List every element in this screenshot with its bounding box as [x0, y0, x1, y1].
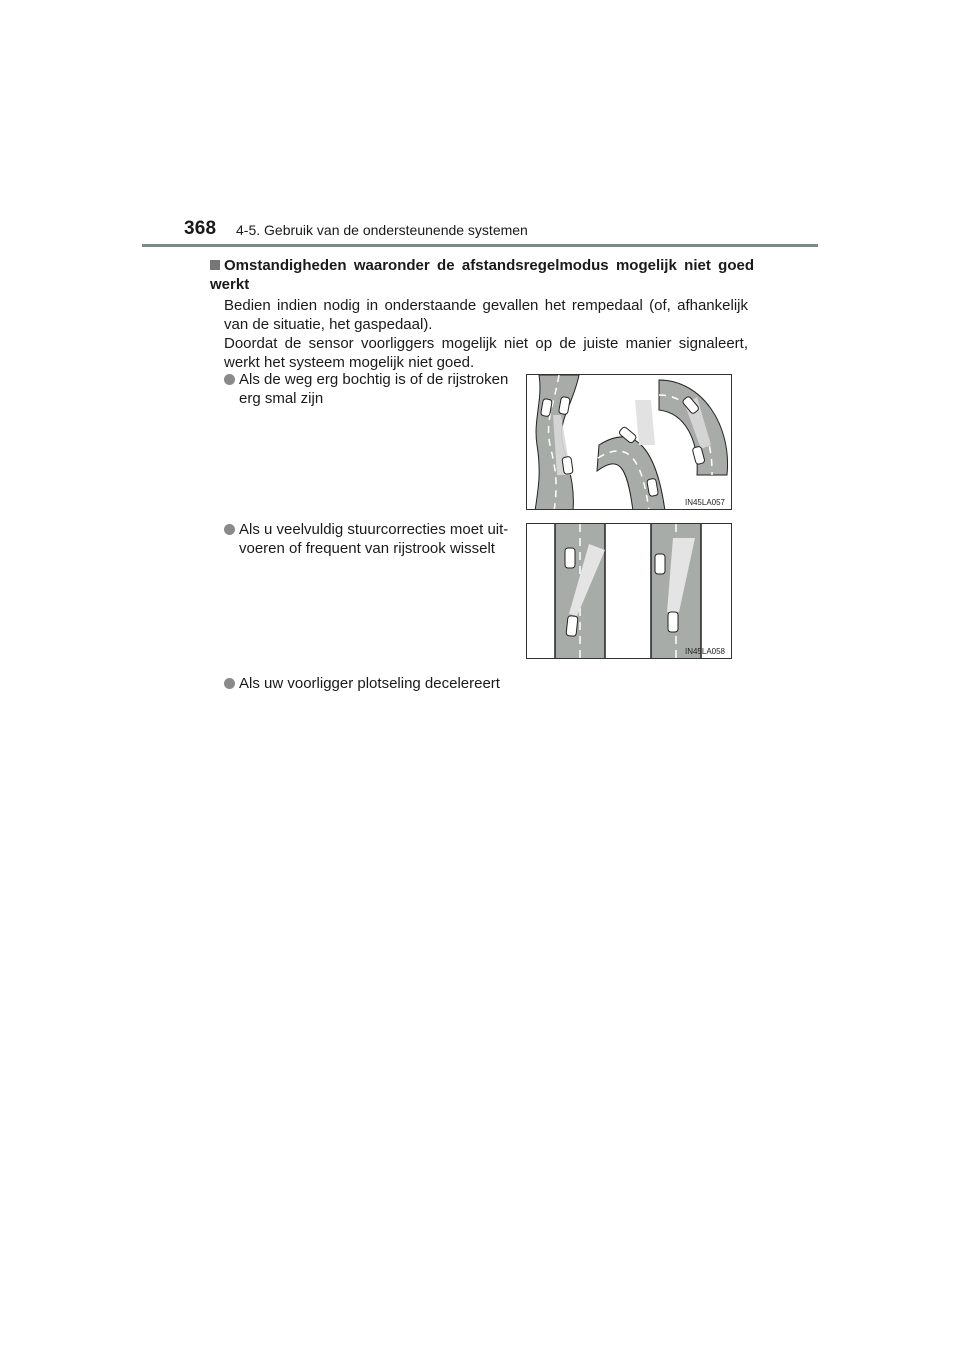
- figure-code: IN45LA058: [684, 647, 725, 656]
- bullet-dot-icon: [224, 374, 235, 385]
- sensor-beam: [635, 400, 655, 445]
- bullet-text: Als de weg erg bochtig is of de rijstroken erg smal zijn: [239, 371, 509, 407]
- lane-change-illustration: [527, 524, 732, 659]
- winding-road-illustration: [527, 375, 732, 510]
- car-icon: [562, 456, 573, 474]
- intro-paragraph: Bedien indien nodig in onderstaande gevallen het rempedaal (of, afhankelijk van de situatie, het gaspedaal).: [224, 297, 748, 333]
- chapter-title: 4-5. Gebruik van de ondersteunende systemen: [236, 222, 528, 238]
- section-heading-text: Omstandigheden waaronder de afstandsregelmodus mogelijk niet goed werkt: [210, 257, 754, 293]
- header-rule: [142, 244, 818, 247]
- square-bullet-icon: [210, 260, 220, 270]
- car-icon: [655, 554, 665, 574]
- bullet-dot-icon: [224, 524, 235, 535]
- bullet-item: [224, 370, 524, 408]
- bullet-text: Als u veelvuldig stuurcorrecties moet uit-voeren of frequent van rijstrook wisselt: [239, 521, 509, 557]
- bullet-item: [224, 674, 564, 693]
- car-icon: [566, 616, 578, 637]
- page-number: 368: [184, 218, 217, 239]
- bullet-item: [224, 520, 524, 558]
- bullet-dot-icon: [224, 678, 235, 689]
- sensor-paragraph: Doordat de sensor voorliggers mogelijk niet op de juiste manier signaleert, werkt het systeem mogelijk niet goed.: [224, 335, 748, 371]
- figure-code: IN45LA057: [684, 498, 725, 507]
- figure-lane-change: [526, 523, 732, 659]
- bullet-text: Als uw voorligger plotseling decelereert: [239, 675, 500, 692]
- car-icon: [668, 612, 678, 632]
- car-icon: [565, 548, 575, 568]
- section-heading: [210, 256, 754, 294]
- road-shape: [597, 437, 665, 510]
- figure-winding-road: [526, 374, 732, 510]
